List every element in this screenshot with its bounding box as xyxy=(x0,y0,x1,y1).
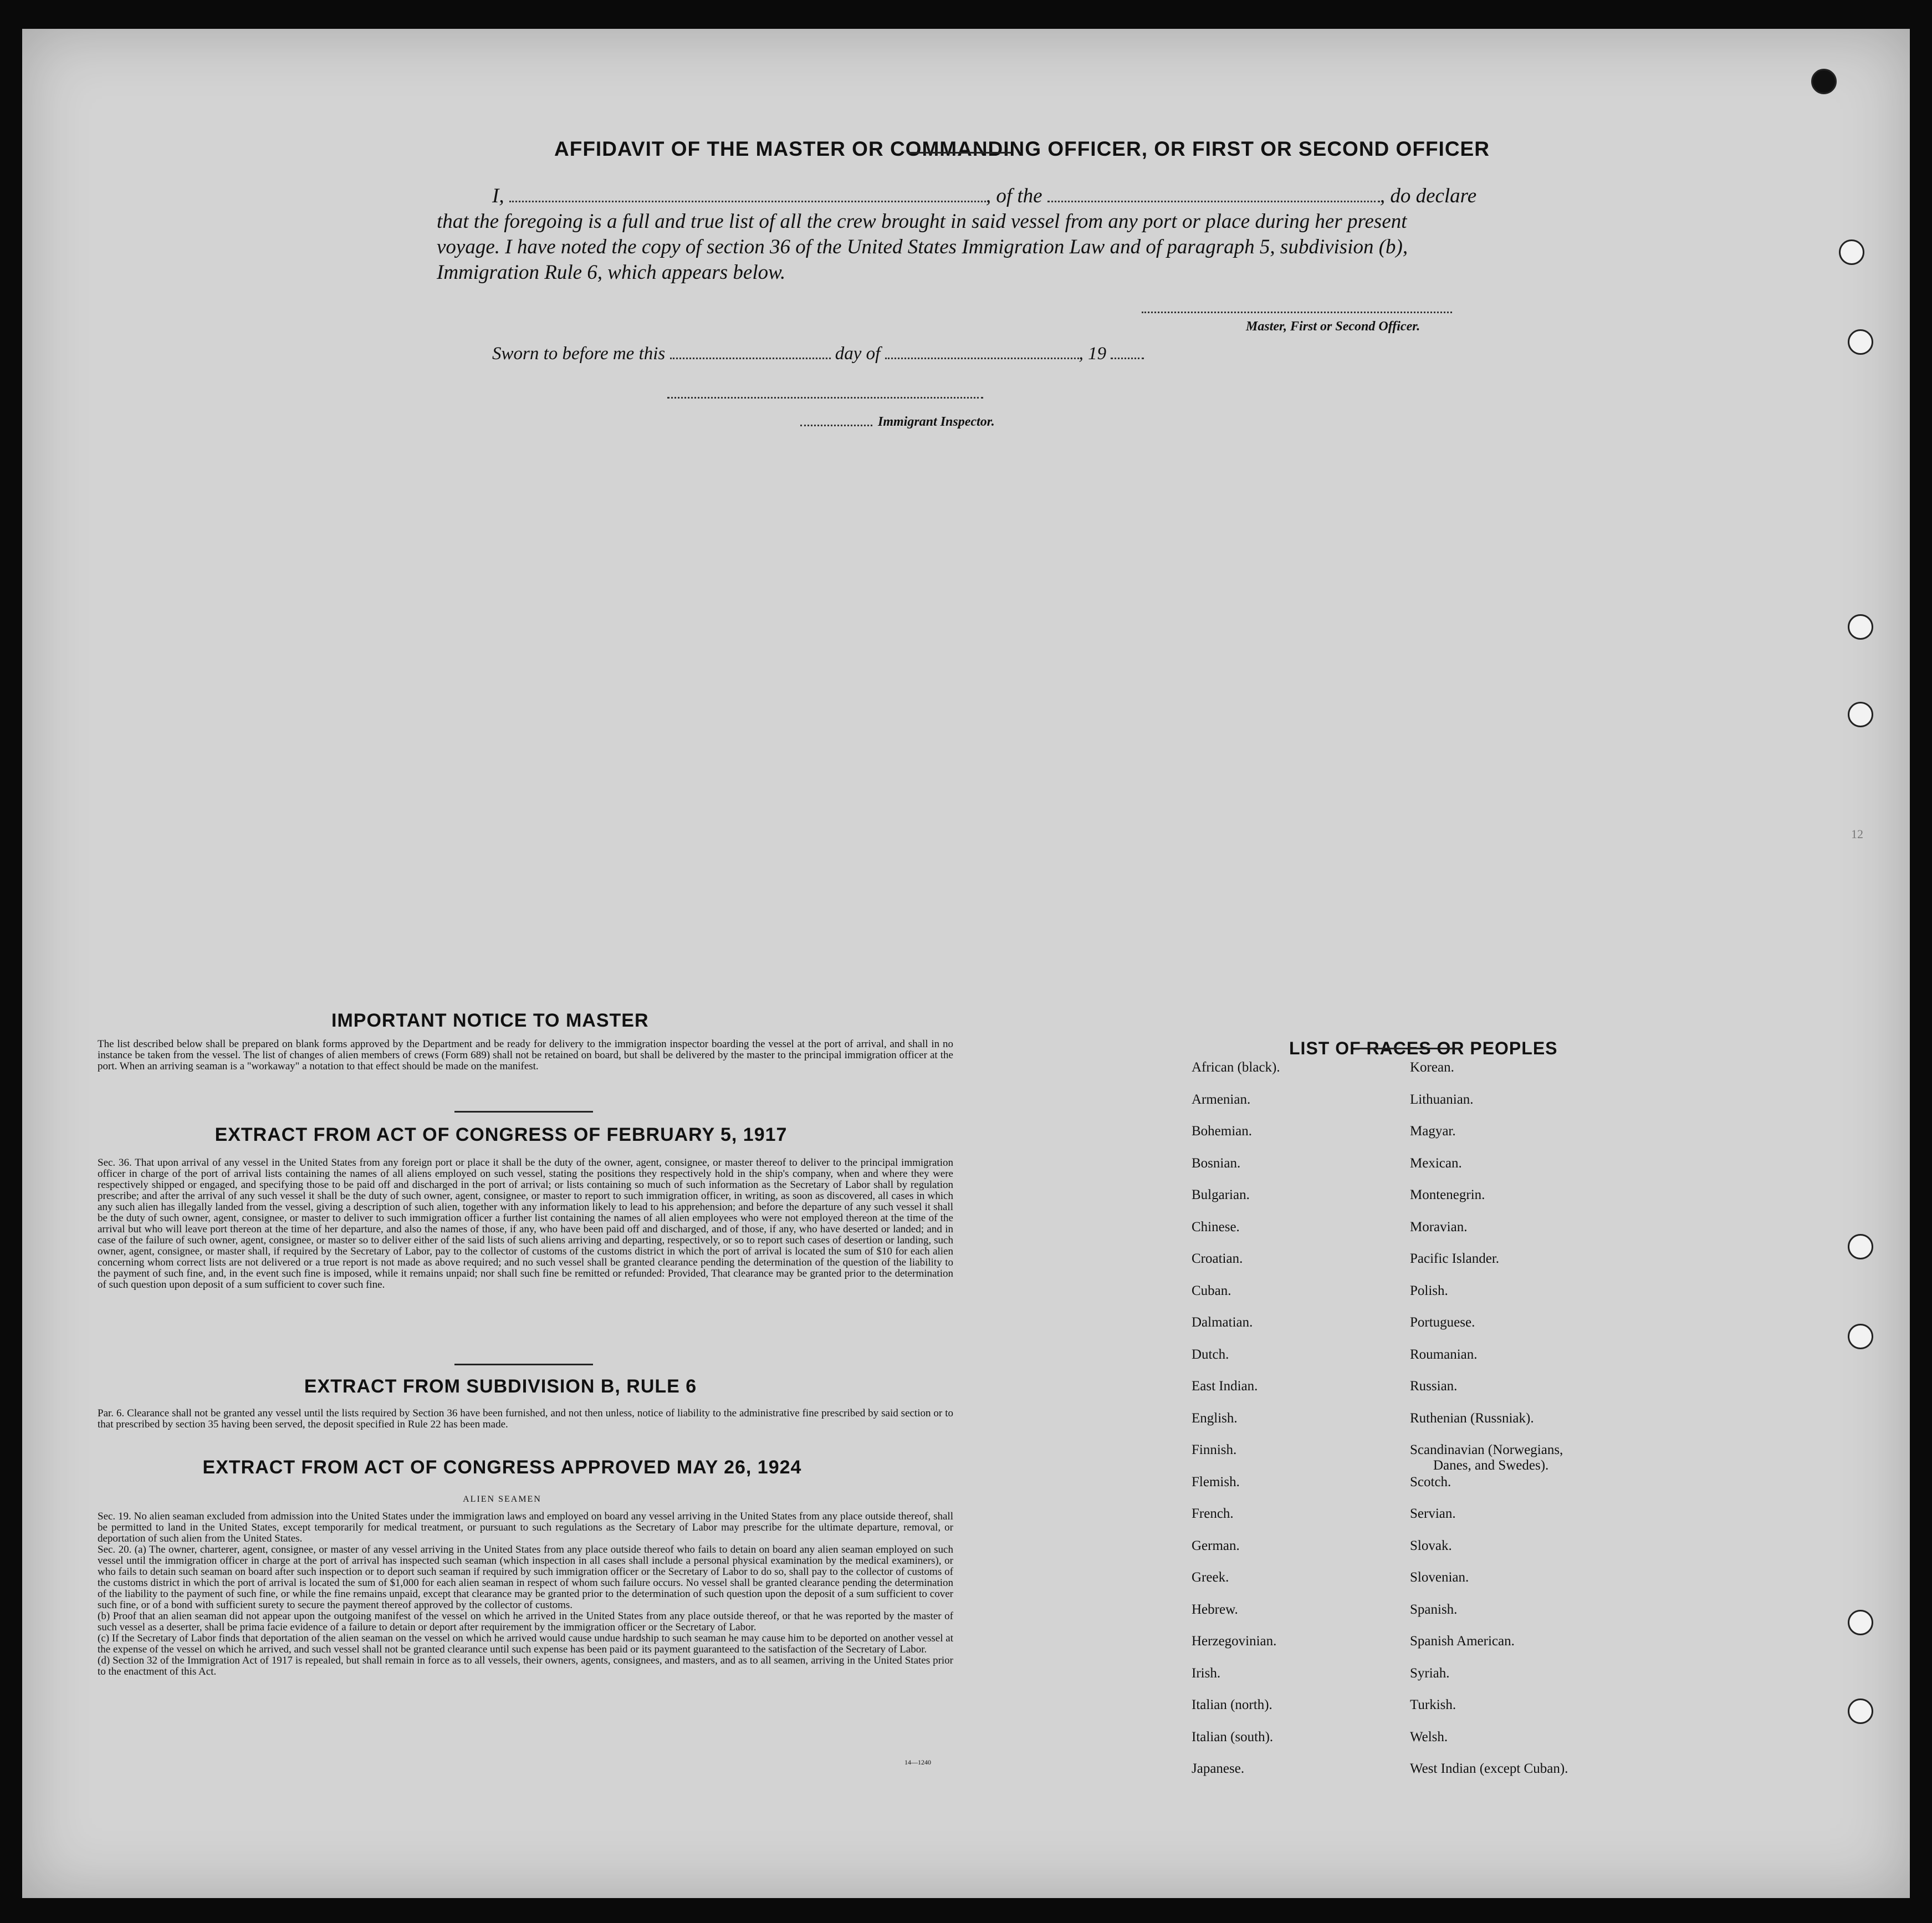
race-item: Greek. xyxy=(1192,1570,1229,1585)
notice-title: IMPORTANT NOTICE TO MASTER xyxy=(331,1010,649,1031)
sec-20d-paragraph: (d) Section 32 of the Immigration Act of 1917 is repealed, but shall remain in force as to all vessels, their owners, agents, consignees, and masters, and as to all seamen, arriving in the United States prior to the enactment of this Act. xyxy=(98,1655,953,1677)
race-item: Scandinavian (Norwegians, xyxy=(1410,1442,1563,1457)
race-item: Herzegovinian. xyxy=(1192,1634,1277,1649)
sworn-line: Sworn to before me this day of , 19 xyxy=(492,344,1144,364)
race-item: Bohemian. xyxy=(1192,1124,1253,1139)
punch-hole xyxy=(1848,1610,1873,1635)
race-item: Moravian. xyxy=(1410,1219,1468,1235)
sworn-day-blank[interactable] xyxy=(670,344,831,359)
race-item: Portuguese. xyxy=(1410,1315,1475,1330)
inspector-signature-line[interactable] xyxy=(667,397,983,399)
race-item: Korean. xyxy=(1410,1060,1454,1075)
master-caption: Master, First or Second Officer. xyxy=(1246,319,1420,334)
race-item: Roumanian. xyxy=(1410,1346,1478,1362)
race-item: Syriah. xyxy=(1410,1665,1450,1681)
punch-hole xyxy=(1848,614,1873,640)
race-item: Chinese. xyxy=(1192,1219,1240,1235)
race-item: Servian. xyxy=(1410,1506,1456,1521)
race-item: Slovak. xyxy=(1410,1538,1452,1553)
affidavit-line-2: that the foregoing is a full and true list of all the crew brought in said vessel from any port or place during her present xyxy=(437,210,1407,233)
race-item: African (black). xyxy=(1192,1060,1280,1075)
race-item: Italian (north). xyxy=(1192,1697,1272,1712)
sec-20b-paragraph: (b) Proof that an alien seaman did not appear upon the outgoing manifest of the vessel on which he arrived in the United States from any place outside thereof, or that he was reported by the master of such vessel as a deserter, shall be prima facie evidence of a failure to detain or deport after requirement by the immigration officer or the Secretary of Labor. xyxy=(98,1610,953,1633)
race-item: Hebrew. xyxy=(1192,1601,1238,1617)
race-item: Spanish American. xyxy=(1410,1634,1515,1649)
race-item: Irish. xyxy=(1192,1665,1221,1681)
sec-20c-paragraph: (c) If the Secretary of Labor finds that deportation of the alien seaman on the vessel on which he arrived would cause undue hardship to such seaman he may cause him to be deported on another vessel at the expense of the vessel on which he arrived, and such vessel shall not be granted clearance until such expense has been paid or its payment guaranteed to the satisfaction of the Secretary of Labor. xyxy=(98,1633,953,1655)
race-item: Scotch. xyxy=(1410,1474,1451,1490)
divider xyxy=(454,1364,593,1365)
notice-text: The list described below shall be prepared on blank forms approved by the Department and be ready for delivery to the immigration inspector boarding the vessel at the port of arrival, and shall in no instance be taken from the vessel. The list of changes of alien members of crews (Form 689) shall not be retained on board, but shall be delivered by the master to the principal immigration officer at the port. When an arriving seaman is a "workaway" a notation to that effect should be made on the manifest. xyxy=(98,1038,953,1072)
race-item: Slovenian. xyxy=(1410,1570,1469,1585)
race-item: West Indian (except Cuban). xyxy=(1410,1761,1568,1776)
document-page xyxy=(22,29,1910,1898)
title-rule xyxy=(908,152,1011,154)
extract-1917-text: Sec. 36. That upon arrival of any vessel in the United States from any foreign port or place it shall be the duty of the owner, agent, consignee, or master thereof to deliver to the principal immigration officer in charge of the port of arrival lists containing the names of all aliens employed on such vessel, stating the positions they respectively hold in the ship's company, when and where they were respectively shipped or engaged, and specifying those to be paid off and discharged in the port of arrival; or lists containing so much of such information as the Secretary of Labor shall by regulation prescribe; and after the arrival of any such vessel it shall be the duty of such owner, agent, consignee, or master to report to such immigration officer, in writing, as soon as discovered, all cases in which any such alien has illegally landed from the vessel, giving a description of such alien, together with any information likely to lead to his apprehension; and before the departure of any such vessel it shall be the duty of such owner, agent, consignee, or master to deliver to such immigration officer a further list containing the names of all alien employees who were not employed thereon at the time of the arrival but who will leave port thereon at the time of her departure, and also the names of those, if any, who have been paid off and discharged, and of those, if any, who have deserted or landed; and in case of the failure of such owner, agent, consignee, or master so to deliver either of the said lists of such aliens arriving and departing, respectively, or so to report such cases of desertion or landing, such owner, agent, consignee, or master shall, if required by the Secretary of Labor, pay to the collector of customs of the customs district in which the port of arrival is located the sum of $10 for each alien concerning whom correct lists are not delivered or a true report is not made as above required; and no such vessel shall be granted clearance pending the determination of the question of the liability to the payment of such fine, and, in the event such fine is imposed, while it remains unpaid; nor shall such fine be remitted or refunded: Provided, That clearance may be granted prior to the determination of such question upon deposit of a sum sufficient to cover such fine. xyxy=(98,1157,953,1290)
race-item: Croatian. xyxy=(1192,1251,1243,1266)
divider xyxy=(454,1111,593,1113)
race-item: German. xyxy=(1192,1538,1240,1553)
races-rule xyxy=(1355,1048,1459,1049)
race-item: Pacific Islander. xyxy=(1410,1251,1500,1266)
race-item: Armenian. xyxy=(1192,1091,1251,1107)
affidavit-line-1: I, , of the , do declare xyxy=(492,185,1477,207)
name-blank[interactable] xyxy=(509,187,986,202)
alien-seamen-subtitle: ALIEN SEAMEN xyxy=(463,1494,541,1504)
punch-hole xyxy=(1811,69,1837,94)
affidavit-title: AFFIDAVIT OF THE MASTER OR COMMANDING OFFICER, OR FIRST OR SECOND OFFICER xyxy=(554,137,1490,160)
race-item: Turkish. xyxy=(1410,1697,1456,1712)
form-number: 14—1240 xyxy=(904,1758,931,1766)
punch-hole xyxy=(1848,1234,1873,1259)
extract-1924-text xyxy=(98,1511,953,1677)
sworn-month-blank[interactable] xyxy=(885,344,1079,359)
extract-1924-title: EXTRACT FROM ACT OF CONGRESS APPROVED MAY 26, 1924 xyxy=(202,1457,802,1478)
race-item: Cuban. xyxy=(1192,1283,1231,1298)
race-item: Spanish. xyxy=(1410,1601,1458,1617)
punch-hole xyxy=(1848,1324,1873,1349)
extract-1917-title: EXTRACT FROM ACT OF CONGRESS OF FEBRUARY 5, 1917 xyxy=(214,1124,788,1145)
race-item: Magyar. xyxy=(1410,1124,1456,1139)
punch-hole xyxy=(1848,1698,1873,1724)
affidavit-line-3: voyage. I have noted the copy of section 36 of the United States Immigration Law and of paragraph 5, subdivision (b), xyxy=(437,236,1408,258)
margin-mark: 12 xyxy=(1851,827,1863,841)
rule6-title: EXTRACT FROM SUBDIVISION B, RULE 6 xyxy=(304,1376,697,1397)
race-item: Welsh. xyxy=(1410,1729,1448,1745)
race-item: Lithuanian. xyxy=(1410,1091,1474,1107)
inspector-dash xyxy=(800,425,872,426)
race-item: Bulgarian. xyxy=(1192,1187,1250,1202)
race-item: Montenegrin. xyxy=(1410,1187,1485,1202)
master-signature-line[interactable] xyxy=(1142,312,1452,313)
inspector-caption: Immigrant Inspector. xyxy=(878,415,995,429)
race-item: Flemish. xyxy=(1192,1474,1240,1490)
race-item: Dutch. xyxy=(1192,1346,1229,1362)
race-item: Finnish. xyxy=(1192,1442,1237,1457)
race-item: Mexican. xyxy=(1410,1155,1462,1171)
punch-hole xyxy=(1848,702,1873,727)
race-item: Ruthenian (Russniak). xyxy=(1410,1410,1534,1426)
race-item: French. xyxy=(1192,1506,1234,1521)
affidavit-line-4: Immigration Rule 6, which appears below. xyxy=(437,261,786,284)
punch-hole xyxy=(1848,329,1873,355)
race-item-continuation: Danes, and Swedes). xyxy=(1433,1458,1549,1473)
races-title: LIST OF RACES OR PEOPLES xyxy=(1289,1038,1558,1058)
rule6-text: Par. 6. Clearance shall not be granted any vessel until the lists required by Section 36 have been furnished, and not then unless, notice of liability to the administrative fine prescribed by said section or to that prescribed by section 35 having been served, the deposit specified in Rule 22 has been made. xyxy=(98,1407,953,1430)
sec-19-paragraph: Sec. 19. No alien seaman excluded from admission into the United States under the immigration laws and employed on board any vessel arriving in the United States from any place outside thereof, shall be permitted to land in the United States, except temporarily for medical treatment, or pursuant to such regulations as the Secretary of Labor may prescribe for the ultimate departure, removal, or deportation of such alien from the United States. xyxy=(98,1511,953,1544)
race-item: Japanese. xyxy=(1192,1761,1245,1776)
sworn-year-blank[interactable] xyxy=(1111,344,1144,359)
races-list xyxy=(1192,1060,1690,1814)
race-item: Polish. xyxy=(1410,1283,1448,1298)
race-item: Italian (south). xyxy=(1192,1729,1274,1745)
sec-20a-paragraph: Sec. 20. (a) The owner, charterer, agent, consignee, or master of any vessel arriving in the United States from any place outside thereof who fails to detain on board any alien seaman employed on such vessel until the immigration officer in charge at the port of arrival has inspected such seaman (which inspection in all cases shall include a personal physical examination by the medical examiners), or who fails to detain such seaman on board after such inspection or to deport such seaman if required by such immigration officer or the Secretary of Labor to do so, shall pay to the collector of customs of the customs district in which the port of arrival is located the sum of $1,000 for each alien seaman in respect of whom such failure occurs. No vessel shall be granted clearance pending the determination of the liability to the payment of such fine, or while the fine remains unpaid, except that clearance may be granted prior to the determination of such question upon the deposit of a sum sufficient to cover such fine, or of a bond with sufficient surety to secure the payment thereof approved by the collector of customs. xyxy=(98,1544,953,1611)
race-item: Dalmatian. xyxy=(1192,1315,1253,1330)
vessel-blank[interactable] xyxy=(1047,187,1380,202)
race-item: East Indian. xyxy=(1192,1379,1258,1394)
race-item: Bosnian. xyxy=(1192,1155,1241,1171)
race-item: Russian. xyxy=(1410,1379,1458,1394)
punch-hole xyxy=(1839,239,1864,265)
race-item: English. xyxy=(1192,1410,1238,1426)
